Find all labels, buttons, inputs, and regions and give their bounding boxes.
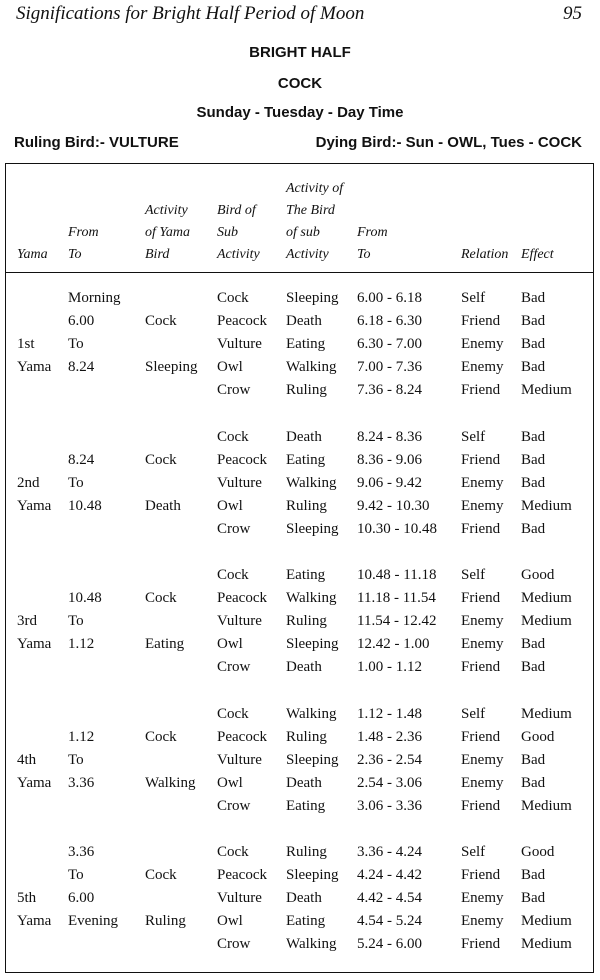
- column-header-effect: Effect: [521, 247, 554, 262]
- time-range: 6.00 - 6.18: [357, 290, 422, 306]
- relation: Enemy: [461, 475, 504, 491]
- yama-time: 6.00: [68, 890, 95, 906]
- relation: Self: [461, 844, 486, 860]
- header-divider: [5, 272, 594, 273]
- sub-activity: Sleeping: [286, 290, 339, 306]
- time-range: 12.42 - 1.00: [357, 636, 430, 652]
- effect: Bad: [521, 359, 546, 375]
- time-range: 2.54 - 3.06: [357, 775, 422, 791]
- sub-activity: Death: [286, 429, 322, 445]
- relation: Self: [461, 290, 486, 306]
- yama-time: 6.00: [68, 313, 95, 329]
- time-range: 9.06 - 9.42: [357, 475, 422, 491]
- relation: Enemy: [461, 636, 504, 652]
- column-header-sub-bird: Sub: [217, 225, 238, 240]
- yama-time: 10.48: [68, 590, 102, 606]
- sub-activity: Death: [286, 313, 322, 329]
- sub-activity: Ruling: [286, 382, 327, 398]
- relation: Friend: [461, 313, 501, 329]
- effect: Bad: [521, 429, 546, 445]
- column-header-sub-activity: Activity: [286, 247, 329, 262]
- relation: Friend: [461, 590, 501, 606]
- effect: Bad: [521, 867, 546, 883]
- sub-activity: Walking: [286, 706, 337, 722]
- sub-activity: Sleeping: [286, 752, 339, 768]
- time-range: 10.48 - 11.18: [357, 567, 437, 583]
- yama-time: Evening: [68, 913, 118, 929]
- yama-activity: Ruling: [145, 913, 186, 929]
- column-header-sub-bird: Activity: [217, 247, 260, 262]
- relation: Enemy: [461, 752, 504, 768]
- yama-time: 1.12: [68, 636, 95, 652]
- effect: Bad: [521, 452, 546, 468]
- column-header-yama-activity: Bird: [145, 247, 170, 262]
- sub-bird: Vulture: [217, 752, 262, 768]
- sub-bird: Crow: [217, 798, 251, 814]
- effect: Medium: [521, 913, 572, 929]
- relation: Friend: [461, 382, 501, 398]
- time-range: 4.42 - 4.54: [357, 890, 422, 906]
- sub-bird: Owl: [217, 498, 243, 514]
- effect: Bad: [521, 636, 546, 652]
- page-number: 95: [563, 3, 582, 24]
- sub-bird: Owl: [217, 359, 243, 375]
- effect: Bad: [521, 659, 546, 675]
- effect: Bad: [521, 290, 546, 306]
- effect: Bad: [521, 890, 546, 906]
- effect: Medium: [521, 936, 572, 952]
- time-range: 4.54 - 5.24: [357, 913, 422, 929]
- yama-activity: Walking: [145, 775, 196, 791]
- time-range: 3.36 - 4.24: [357, 844, 422, 860]
- time-range: 1.48 - 2.36: [357, 729, 422, 745]
- yama-time: To: [68, 475, 84, 491]
- column-header-sub-activity: of sub: [286, 225, 320, 240]
- sub-bird: Crow: [217, 382, 251, 398]
- yama-label: 4th: [17, 752, 37, 768]
- relation: Friend: [461, 867, 501, 883]
- relation: Friend: [461, 659, 501, 675]
- yama-time: To: [68, 336, 84, 352]
- sub-activity: Ruling: [286, 498, 327, 514]
- sub-activity: Eating: [286, 798, 326, 814]
- yama-time: 3.36: [68, 844, 95, 860]
- sub-activity: Sleeping: [286, 867, 339, 883]
- column-header-time-range: From: [357, 225, 388, 240]
- column-header-from-to: To: [68, 247, 82, 262]
- yama-label: Yama: [17, 498, 52, 514]
- yama-time: 10.48: [68, 498, 102, 514]
- page-header: [0, 0, 600, 30]
- sub-activity: Ruling: [286, 844, 327, 860]
- relation: Friend: [461, 936, 501, 952]
- column-header-yama-activity: of Yama: [145, 225, 191, 240]
- sub-bird: Peacock: [217, 313, 267, 329]
- effect: Bad: [521, 475, 546, 491]
- column-header-sub-activity: The Bird: [286, 203, 335, 218]
- yama-label: Yama: [17, 359, 52, 375]
- relation: Enemy: [461, 336, 504, 352]
- sub-activity: Eating: [286, 452, 326, 468]
- yama-bird: Cock: [145, 867, 177, 883]
- yama-label: Yama: [17, 913, 52, 929]
- bird-title: COCK: [277, 75, 323, 92]
- running-title: Significations for Bright Half Period of Moon: [16, 3, 365, 24]
- sub-bird: Vulture: [217, 613, 262, 629]
- sub-bird: Vulture: [217, 336, 262, 352]
- time-range: 11.18 - 11.54: [357, 590, 436, 606]
- sub-bird: Vulture: [217, 890, 262, 906]
- relation: Self: [461, 706, 486, 722]
- effect: Bad: [521, 775, 546, 791]
- effect: Good: [521, 844, 555, 860]
- time-range: 6.18 - 6.30: [357, 313, 422, 329]
- relation: Enemy: [461, 775, 504, 791]
- yama-time: 8.24: [68, 452, 95, 468]
- yama-label: Yama: [17, 636, 52, 652]
- yama-label: 5th: [17, 890, 37, 906]
- effect: Medium: [521, 613, 572, 629]
- yama-bird: Cock: [145, 729, 177, 745]
- yama-time: Morning: [68, 290, 121, 306]
- ruling-bird: Ruling Bird:- VULTURE: [14, 134, 179, 151]
- sub-bird: Cock: [217, 290, 249, 306]
- effect: Medium: [521, 798, 572, 814]
- sub-activity: Ruling: [286, 729, 327, 745]
- sub-bird: Cock: [217, 567, 249, 583]
- sub-bird: Crow: [217, 936, 251, 952]
- effect: Bad: [521, 336, 546, 352]
- relation: Enemy: [461, 890, 504, 906]
- sub-activity: Sleeping: [286, 636, 339, 652]
- relation: Enemy: [461, 913, 504, 929]
- time-range: 7.36 - 8.24: [357, 382, 422, 398]
- time-range: 10.30 - 10.48: [357, 521, 437, 537]
- effect: Bad: [521, 313, 546, 329]
- time-range: 6.30 - 7.00: [357, 336, 422, 352]
- relation: Enemy: [461, 498, 504, 514]
- yama-bird: Cock: [145, 590, 177, 606]
- time-range: 4.24 - 4.42: [357, 867, 422, 883]
- time-range: 8.24 - 8.36: [357, 429, 422, 445]
- sub-activity: Walking: [286, 359, 337, 375]
- relation: Self: [461, 567, 486, 583]
- sub-bird: Crow: [217, 521, 251, 537]
- effect: Medium: [521, 590, 572, 606]
- sub-activity: Ruling: [286, 613, 327, 629]
- sub-bird: Owl: [217, 636, 243, 652]
- yama-bird: Cock: [145, 313, 177, 329]
- sub-bird: Peacock: [217, 590, 267, 606]
- relation: Enemy: [461, 359, 504, 375]
- time-range: 7.00 - 7.36: [357, 359, 422, 375]
- relation: Self: [461, 429, 486, 445]
- sub-activity: Sleeping: [286, 521, 339, 537]
- sub-activity: Eating: [286, 913, 326, 929]
- column-header-sub-activity: Activity of: [286, 181, 344, 196]
- effect: Bad: [521, 752, 546, 768]
- time-range: 2.36 - 2.54: [357, 752, 422, 768]
- column-header-yama: Yama: [17, 247, 48, 262]
- yama-activity: Death: [145, 498, 181, 514]
- relation: Friend: [461, 452, 501, 468]
- yama-activity: Eating: [145, 636, 185, 652]
- time-range: 8.36 - 9.06: [357, 452, 422, 468]
- yama-bird: Cock: [145, 452, 177, 468]
- sub-bird: Vulture: [217, 475, 262, 491]
- relation: Friend: [461, 729, 501, 745]
- sub-activity: Death: [286, 659, 322, 675]
- sub-activity: Eating: [286, 336, 326, 352]
- sub-bird: Peacock: [217, 729, 267, 745]
- column-header-sub-bird: Bird of: [217, 203, 256, 218]
- yama-time: To: [68, 613, 84, 629]
- section-title: BRIGHT HALF: [249, 44, 351, 61]
- sub-bird: Cock: [217, 706, 249, 722]
- sub-bird: Cock: [217, 844, 249, 860]
- sub-activity: Walking: [286, 936, 337, 952]
- column-header-yama-activity: Activity: [145, 203, 188, 218]
- sub-bird: Owl: [217, 913, 243, 929]
- sub-activity: Death: [286, 775, 322, 791]
- effect: Medium: [521, 706, 572, 722]
- sub-bird: Cock: [217, 429, 249, 445]
- yama-label: 2nd: [17, 475, 40, 491]
- yama-label: 3rd: [17, 613, 37, 629]
- sub-bird: Crow: [217, 659, 251, 675]
- yama-time: 1.12: [68, 729, 95, 745]
- days-title: Sunday - Tuesday - Day Time: [196, 104, 404, 121]
- sub-activity: Death: [286, 890, 322, 906]
- yama-label: Yama: [17, 775, 52, 791]
- yama-label: 1st: [17, 336, 35, 352]
- sub-activity: Walking: [286, 475, 337, 491]
- relation: Friend: [461, 521, 501, 537]
- time-range: 1.00 - 1.12: [357, 659, 422, 675]
- yama-time: To: [68, 752, 84, 768]
- time-range: 1.12 - 1.48: [357, 706, 422, 722]
- sub-bird: Peacock: [217, 452, 267, 468]
- column-header-time-range: To: [357, 247, 371, 262]
- sub-bird: Owl: [217, 775, 243, 791]
- effect: Medium: [521, 498, 572, 514]
- sub-activity: Eating: [286, 567, 326, 583]
- effect: Bad: [521, 521, 546, 537]
- column-header-relation: Relation: [461, 247, 509, 262]
- time-range: 11.54 - 12.42: [357, 613, 437, 629]
- yama-activity: Sleeping: [145, 359, 198, 375]
- sub-activity: Walking: [286, 590, 337, 606]
- relation: Enemy: [461, 613, 504, 629]
- effect: Good: [521, 729, 555, 745]
- relation: Friend: [461, 798, 501, 814]
- time-range: 3.06 - 3.36: [357, 798, 422, 814]
- effect: Good: [521, 567, 555, 583]
- effect: Medium: [521, 382, 572, 398]
- dying-bird: Dying Bird:- Sun - OWL, Tues - COCK: [315, 134, 582, 151]
- yama-time: 3.36: [68, 775, 95, 791]
- time-range: 9.42 - 10.30: [357, 498, 430, 514]
- column-header-from-to: From: [68, 225, 99, 240]
- time-range: 5.24 - 6.00: [357, 936, 422, 952]
- sub-bird: Peacock: [217, 867, 267, 883]
- yama-time: To: [68, 867, 84, 883]
- yama-time: 8.24: [68, 359, 95, 375]
